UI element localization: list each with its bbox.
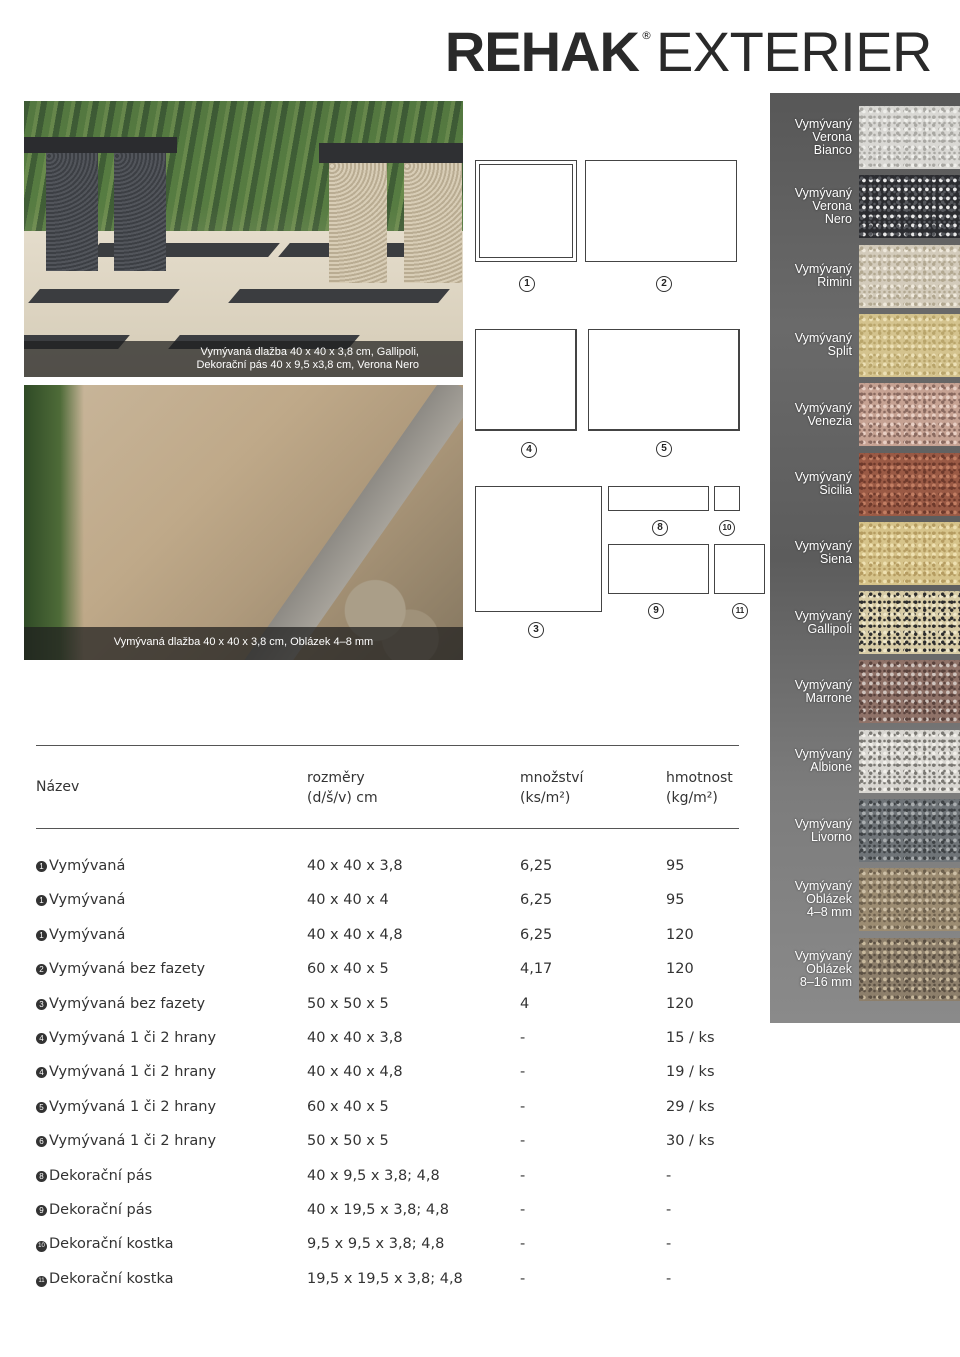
- swatch-item: [770, 591, 960, 654]
- swatch-item: [770, 106, 960, 169]
- cell-weight: 29 / ks: [666, 1098, 715, 1115]
- photo-pebbles: [24, 385, 463, 660]
- swatch-label-line: Vymývaný: [794, 879, 852, 894]
- cell-weight: 120: [666, 961, 694, 978]
- cell-name: [36, 1028, 216, 1048]
- shape-number: 3: [528, 622, 544, 638]
- shape-3: [475, 486, 602, 612]
- swatch-label-line: Siena: [820, 552, 852, 567]
- stone-texture-swatch: [859, 314, 960, 377]
- table-top-rule: [36, 745, 739, 746]
- product-name: Dekorační pás: [49, 1202, 153, 1218]
- color-swatch-panel: [770, 93, 960, 1023]
- cell-quantity: -: [520, 1236, 526, 1253]
- cell-dimensions: 50 x 50 x 5: [307, 995, 389, 1012]
- shape-number: 9: [648, 603, 664, 619]
- swatch-label-line: Vymývaný: [794, 400, 852, 415]
- swatch-item: [770, 522, 960, 585]
- table-row: [36, 1131, 756, 1151]
- shape-number: 5: [656, 441, 672, 457]
- header-line: množství: [520, 770, 584, 786]
- table-row: [36, 890, 756, 910]
- row-number-badge: 9: [36, 1205, 47, 1216]
- swatch-label: [795, 660, 852, 723]
- cell-dimensions: 40 x 40 x 4,8: [307, 1064, 403, 1081]
- cell-name: [36, 1234, 174, 1254]
- swatch-item: [770, 175, 960, 238]
- swatch-item: [770, 660, 960, 723]
- product-name: Dekorační kostka: [49, 1236, 174, 1253]
- cell-weight: 15 / ks: [666, 1030, 715, 1046]
- caption-line: Vymývaná dlažba 40 x 40 x 3,8 cm, Oblázek 4–8 mm: [113, 636, 374, 648]
- table-row: [36, 959, 756, 979]
- cell-quantity: -: [520, 1202, 526, 1218]
- swatch-label: [795, 730, 852, 793]
- shape-2: [585, 160, 737, 262]
- shape-number: 1: [519, 276, 535, 292]
- header-line: (kg/m²): [666, 790, 718, 806]
- row-number-badge: 5: [36, 1102, 47, 1113]
- row-number-badge: 1: [36, 861, 47, 872]
- swatch-item: [770, 314, 960, 377]
- swatch-label: [795, 106, 852, 169]
- photo-curb: [238, 385, 463, 660]
- table-row: [36, 1234, 756, 1254]
- swatch-label-line: Vymývaný: [794, 539, 852, 554]
- header-line: rozměry: [307, 770, 365, 786]
- cell-quantity: 4: [520, 995, 530, 1012]
- swatch-label-line: Vymývaný: [794, 331, 852, 346]
- cell-quantity: -: [520, 1133, 526, 1150]
- row-number-badge: 1: [36, 895, 47, 906]
- cell-quantity: -: [520, 1270, 526, 1287]
- cell-name: [36, 890, 125, 910]
- cell-dimensions: 40 x 19,5 x 3,8; 4,8: [307, 1202, 449, 1218]
- header-line: hmotnost: [666, 770, 733, 786]
- swatch-label-line: Vymývaný: [794, 948, 852, 963]
- stone-texture-swatch: [859, 383, 960, 446]
- shape-1: [475, 160, 577, 262]
- swatch-label: [795, 453, 852, 516]
- cell-dimensions: 60 x 40 x 5: [307, 1098, 389, 1115]
- photo-caption: [24, 341, 463, 377]
- swatch-label-line: Oblázek: [806, 892, 852, 907]
- cell-weight: 120: [666, 995, 694, 1012]
- swatch-label: [795, 938, 852, 1001]
- table-row: [36, 925, 756, 945]
- swatch-item: [770, 245, 960, 308]
- shape-number: 10: [719, 520, 735, 536]
- cell-name: [36, 1269, 174, 1289]
- cell-dimensions: 40 x 40 x 4,8: [307, 926, 403, 943]
- stone-texture-swatch: [859, 730, 960, 793]
- cell-name: [36, 959, 205, 979]
- stone-texture-swatch: [859, 245, 960, 308]
- table-row: [36, 994, 756, 1014]
- cell-weight: -: [666, 1202, 672, 1218]
- swatch-label-line: Verona: [812, 130, 852, 144]
- header-dimensions: [307, 768, 378, 808]
- swatch-label: [795, 591, 852, 654]
- cell-weight: -: [666, 1270, 672, 1287]
- swatch-label-line: Nero: [824, 212, 852, 227]
- cell-quantity: 6,25: [520, 858, 553, 874]
- cell-dimensions: 40 x 40 x 3,8: [307, 858, 403, 874]
- swatch-label-line: Vymývaný: [794, 262, 852, 277]
- swatch-label-line: Split: [827, 344, 852, 359]
- row-number-badge: 8: [36, 1171, 47, 1182]
- swatch-item: [770, 453, 960, 516]
- cell-weight: -: [666, 1236, 672, 1253]
- product-name: Dekorační pás: [49, 1167, 153, 1184]
- swatch-label-line: Livorno: [811, 829, 852, 844]
- swatch-label-line: Vymývaný: [794, 470, 852, 484]
- stone-texture-swatch: [859, 175, 960, 238]
- swatch-label: [795, 522, 852, 585]
- row-number-badge: 4: [36, 1067, 47, 1078]
- swatch-item: [770, 730, 960, 793]
- cell-weight: 30 / ks: [666, 1133, 715, 1150]
- header-line: (d/š/v) cm: [307, 790, 378, 806]
- row-number-badge: 2: [36, 964, 47, 975]
- row-number-badge: 1: [36, 930, 47, 941]
- cell-dimensions: 60 x 40 x 5: [307, 961, 389, 978]
- swatch-label-line: 8–16 mm: [799, 974, 852, 989]
- stone-texture-swatch: [859, 868, 960, 931]
- cell-dimensions: 40 x 9,5 x 3,8; 4,8: [307, 1167, 440, 1184]
- swatch-label-line: Vymývaný: [794, 747, 852, 762]
- cell-dimensions: 40 x 40 x 3,8: [307, 1030, 403, 1046]
- swatch-label-line: Rimini: [817, 275, 852, 290]
- header-name: Název: [36, 779, 80, 795]
- cell-name: [36, 1097, 216, 1117]
- logo-word: EXTERIER: [655, 20, 932, 83]
- cell-name: [36, 1200, 152, 1220]
- cell-dimensions: 19,5 x 19,5 x 3,8; 4,8: [307, 1270, 463, 1287]
- swatch-label-line: 4–8 mm: [806, 905, 852, 920]
- swatch-label-line: Verona: [812, 199, 852, 214]
- product-name: Vymývaná 1 či 2 hrany: [49, 1098, 217, 1115]
- cell-quantity: -: [520, 1064, 526, 1081]
- brand-logo: [444, 20, 932, 83]
- cell-name: [36, 856, 125, 876]
- swatch-label: [795, 799, 852, 862]
- swatch-label-line: Oblázek: [806, 961, 852, 976]
- logo-registered-mark: ®: [640, 29, 652, 42]
- header-quantity: [520, 768, 583, 808]
- caption-line: Dekorační pás 40 x 9,5 x3,8 cm, Verona Nero: [196, 359, 419, 371]
- table-row: [36, 1166, 756, 1186]
- cell-weight: 95: [666, 892, 685, 909]
- product-name: Vymývaná 1 či 2 hrany: [49, 1133, 217, 1150]
- cell-dimensions: 40 x 40 x 4: [307, 892, 389, 909]
- swatch-label-line: Sicilia: [819, 483, 852, 497]
- photo-benches: [24, 101, 463, 377]
- logo-brand: REHAK: [444, 20, 639, 83]
- cell-weight: 19 / ks: [666, 1064, 715, 1081]
- table-row: [36, 1200, 756, 1220]
- cell-quantity: 6,25: [520, 892, 553, 909]
- swatch-label: [795, 175, 852, 238]
- stone-texture-swatch: [859, 106, 960, 169]
- swatch-item: [770, 799, 960, 862]
- table-row: [36, 1062, 756, 1082]
- table-row: [36, 1028, 756, 1048]
- shape-11: [714, 544, 765, 594]
- swatch-label: [795, 314, 852, 377]
- cell-weight: 120: [666, 926, 694, 943]
- stone-texture-swatch: [859, 799, 960, 862]
- cell-quantity: -: [520, 1167, 526, 1184]
- cell-weight: 95: [666, 858, 685, 874]
- cell-quantity: -: [520, 1030, 526, 1046]
- table-row: [36, 856, 756, 876]
- shape-8: [608, 486, 709, 511]
- swatch-label-line: Bianco: [813, 143, 852, 157]
- row-number-badge: 3: [36, 999, 47, 1010]
- product-name: Vymývaná bez fazety: [49, 995, 206, 1012]
- table-row: [36, 1097, 756, 1117]
- shape-number: 2: [656, 276, 672, 292]
- cell-quantity: 6,25: [520, 926, 553, 943]
- shape-number: 8: [652, 520, 668, 536]
- cell-weight: -: [666, 1167, 672, 1184]
- photo-plants: [24, 385, 84, 660]
- shape-number: 4: [521, 442, 537, 458]
- row-number-badge: 10: [36, 1241, 47, 1252]
- swatch-label-line: Vymývaný: [794, 816, 852, 831]
- cell-quantity: 4,17: [520, 961, 553, 978]
- light-bench: [24, 101, 463, 377]
- row-number-badge: 11: [36, 1276, 47, 1287]
- cell-name: [36, 1131, 216, 1151]
- swatch-label: [795, 245, 852, 308]
- swatch-label-line: Vymývaný: [794, 186, 852, 201]
- stone-texture-swatch: [859, 591, 960, 654]
- swatch-label-line: Gallipoli: [807, 621, 852, 636]
- cell-name: [36, 1166, 152, 1186]
- stone-texture-swatch: [859, 938, 960, 1001]
- cell-name: [36, 925, 125, 945]
- swatch-item: [770, 938, 960, 1001]
- row-number-badge: 4: [36, 1033, 47, 1044]
- shape-4: [475, 329, 577, 431]
- swatch-label-line: Vymývaný: [794, 677, 852, 692]
- cell-dimensions: 50 x 50 x 5: [307, 1133, 389, 1150]
- shape-10: [714, 486, 740, 511]
- cell-dimensions: 9,5 x 9,5 x 3,8; 4,8: [307, 1236, 445, 1253]
- row-number-badge: 6: [36, 1136, 47, 1147]
- stone-texture-swatch: [859, 453, 960, 516]
- swatch-label-line: Marrone: [805, 690, 852, 705]
- table-row: [36, 1269, 756, 1289]
- product-name: Vymývaná 1 či 2 hrany: [49, 1030, 217, 1046]
- cell-quantity: -: [520, 1098, 526, 1115]
- product-name: Dekorační kostka: [49, 1270, 174, 1287]
- shape-9: [608, 544, 709, 594]
- product-name: Vymývaná: [49, 858, 126, 874]
- product-name: Vymývaná bez fazety: [49, 961, 206, 978]
- swatch-label-line: Vymývaný: [794, 117, 852, 131]
- product-name: Vymývaná: [49, 926, 126, 943]
- product-name: Vymývaná 1 či 2 hrany: [49, 1064, 217, 1081]
- swatch-label: [795, 868, 852, 931]
- shape-number: 11: [732, 603, 748, 619]
- header-line: (ks/m²): [520, 790, 571, 806]
- table-header-rule: [36, 828, 739, 829]
- cell-name: [36, 994, 205, 1014]
- caption-line: Vymývaná dlažba 40 x 40 x 3,8 cm, Gallipoli,: [200, 346, 419, 358]
- product-name: Vymývaná: [49, 892, 126, 909]
- photo-caption: [24, 627, 463, 660]
- swatch-label-line: Albione: [810, 760, 852, 775]
- swatch-label-line: Venezia: [807, 413, 852, 428]
- swatch-label: [795, 383, 852, 446]
- swatch-item: [770, 383, 960, 446]
- cell-name: [36, 1062, 216, 1082]
- swatch-item: [770, 868, 960, 931]
- stone-texture-swatch: [859, 522, 960, 585]
- stone-texture-swatch: [859, 660, 960, 723]
- swatch-label-line: Vymývaný: [794, 608, 852, 623]
- header-weight: [666, 768, 733, 808]
- shape-5: [588, 329, 740, 431]
